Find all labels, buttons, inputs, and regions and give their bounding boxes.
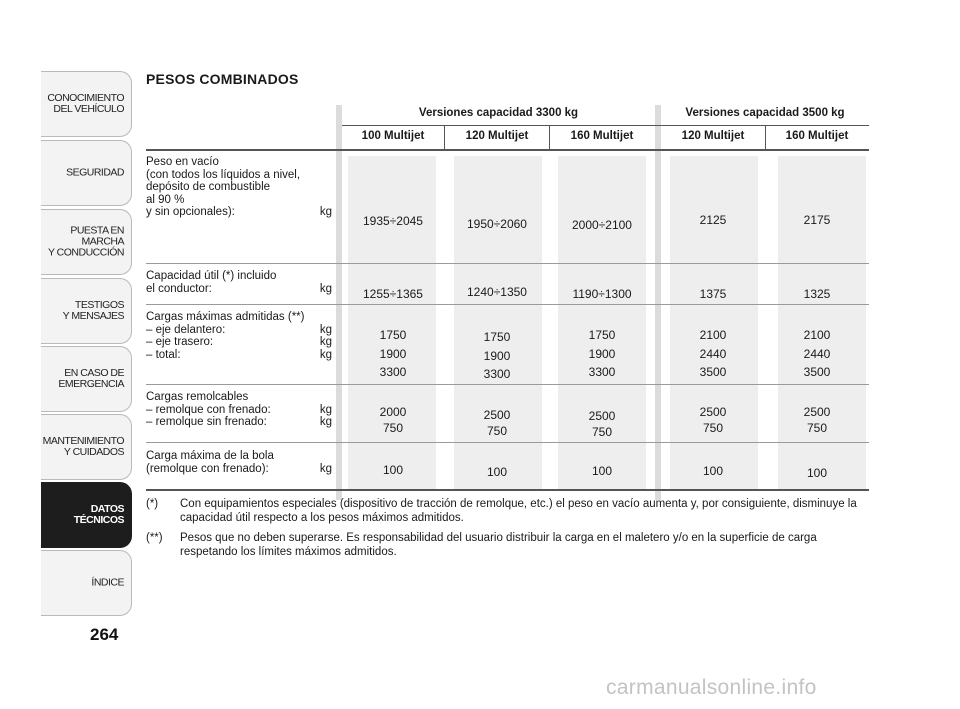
table-cell: 2000÷2100 (572, 218, 632, 232)
row-label-peso-vacio (146, 156, 332, 219)
footnote-mark: (**) (146, 532, 163, 544)
tab-label: TESTIGOS Y MENSAJES (62, 299, 124, 322)
tab-mantenimiento[interactable] (41, 414, 132, 480)
row-divider (146, 442, 869, 443)
label-line: el conductor: (146, 282, 212, 295)
table-cell: 100 (702, 464, 724, 478)
table-cell: 2500 750 (588, 409, 616, 439)
table-cell: 1935÷2045 (363, 214, 423, 228)
unit: kg (319, 206, 332, 218)
table-cell: 1750 1900 3300 (379, 328, 407, 379)
table-cell: 2100 2440 3500 (699, 328, 727, 379)
table-cell: 1375 (699, 287, 727, 301)
footnote-text: Con equipamientos especiales (dispositivo de tracción de remolque, etc.) el peso en vacío aumenta y, por consiguiente, disminuye la capacidad útil respecto a los pesos máximos admitidos. (180, 498, 857, 524)
table-cell: 1750 1900 3300 (588, 328, 616, 379)
page-title: PESOS COMBINADOS (146, 71, 299, 87)
column-header: 160 Multijet (785, 130, 849, 142)
unit: kg (319, 462, 332, 475)
label-line: – total: (146, 348, 181, 361)
unit: kg (319, 282, 332, 295)
watermark: carmanualsonline.info (606, 676, 817, 699)
tab-indice[interactable] (41, 550, 132, 616)
row-divider (146, 263, 869, 264)
table-rule (146, 149, 869, 151)
table-rule (342, 125, 869, 126)
table-cell: 1950÷2060 (467, 217, 527, 231)
row-divider (146, 304, 869, 305)
column-header: 160 Multijet (570, 130, 634, 142)
page-number: 264 (90, 625, 119, 644)
column-shade (454, 156, 542, 489)
tab-label: ÍNDICE (91, 576, 124, 589)
label-line: Peso en vacío (146, 156, 219, 168)
row-label-cargas-remolcables (146, 391, 332, 429)
label-line: Cargas máximas admitidas (**) (146, 311, 305, 323)
table-cell: 100 (486, 465, 508, 479)
tab-label: EN CASO DE EMERGENCIA (58, 367, 124, 390)
label-line: al 90 % (146, 193, 185, 206)
row-label-carga-bola (146, 450, 332, 475)
label-line: (con todos los líquidos a nivel, (146, 168, 301, 181)
table-bottom-rule (146, 489, 869, 491)
column-header: 120 Multijet (681, 130, 745, 142)
column-divider (549, 125, 550, 150)
label-line: – eje delantero: (146, 323, 226, 336)
tab-label: CONOCIMIENTO DEL VEHÍCULO (47, 92, 124, 115)
tab-label: SEGURIDAD (66, 166, 124, 179)
column-header: 120 Multijet (465, 130, 529, 142)
table-cell: 1240÷1350 (467, 285, 527, 299)
tab-label: MANTENIMIENTO Y CUIDADOS (42, 435, 124, 458)
row-label-capacidad-util (146, 270, 332, 295)
table-cell: 2000 750 (379, 405, 407, 435)
tab-conocimiento[interactable] (41, 71, 132, 137)
row-label-cargas-maximas (146, 311, 332, 361)
column-shade (670, 156, 758, 489)
label-line: depósito de combustible (146, 181, 271, 193)
table-cell: 1750 1900 3300 (483, 330, 511, 381)
label-line: (remolque con frenado): (146, 462, 269, 475)
table-cell: 1255÷1365 (363, 287, 423, 301)
row-divider (146, 384, 869, 385)
tab-puesta-en-marcha[interactable] (41, 209, 132, 275)
unit: kg (319, 348, 332, 361)
unit: kg (319, 416, 332, 428)
label-line: y sin opcionales): (146, 206, 235, 218)
table-cell: 2500 750 (699, 405, 727, 435)
footnote-2 (146, 531, 866, 559)
table-cell: 2500 750 (803, 405, 831, 435)
column-header: 100 Multijet (361, 130, 425, 142)
tab-emergencia[interactable] (41, 346, 132, 412)
tab-label: DATOS TÉCNICOS (73, 503, 124, 526)
column-divider (765, 125, 766, 150)
footnote-text: Pesos que no deben superarse. Es responsabilidad del usuario distribuir la carga en el maletero y/o en la superficie de carga respetando los límites máximos admitidos. (180, 532, 817, 558)
label-line: – remolque con frenado: (146, 403, 271, 416)
column-shade (348, 156, 436, 489)
footnote-mark: (*) (146, 498, 159, 510)
table-cell: 100 (591, 464, 613, 478)
unit: kg (319, 323, 332, 336)
label-line: – remolque sin frenado: (146, 416, 267, 428)
unit: kg (319, 336, 332, 348)
table-cell: 2100 2440 3500 (803, 328, 831, 379)
table-cell: 100 (382, 463, 404, 477)
table-cell: 2125 (699, 213, 727, 227)
footnote-1 (146, 497, 866, 525)
table-cell: 100 (806, 466, 828, 480)
table-cell: 1325 (803, 287, 831, 301)
tab-datos-tecnicos[interactable] (41, 482, 132, 548)
table-cell: 2175 (803, 213, 831, 227)
table-cell: 1190÷1300 (572, 287, 632, 301)
label-line: Carga máxima de la bola (146, 450, 274, 462)
label-line: Capacidad útil (*) incluido (146, 270, 277, 282)
table-cell: 2500 750 (483, 408, 511, 438)
group-header-3500: Versiones capacidad 3500 kg (685, 107, 845, 119)
label-line: – eje trasero: (146, 336, 214, 348)
column-shade (778, 156, 866, 489)
tab-seguridad[interactable] (41, 140, 132, 206)
unit: kg (319, 403, 332, 416)
tab-testigos[interactable] (41, 278, 132, 344)
column-divider (444, 125, 445, 150)
label-line: Cargas remolcables (146, 391, 249, 403)
group-header-3300: Versiones capacidad 3300 kg (418, 107, 579, 119)
tab-label: PUESTA EN MARCHA Y CONDUCCIÓN (47, 224, 124, 259)
